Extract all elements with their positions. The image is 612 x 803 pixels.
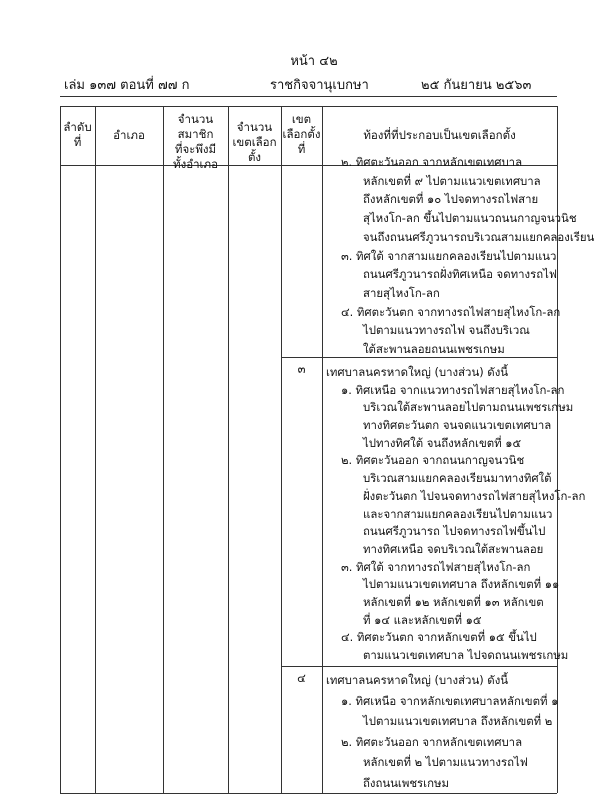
area-line: บริเวณสามแยกคลองเรียนมาทางทิศใต้ [363, 471, 552, 485]
header-members: จำนวนสมาชิก ที่จะพึงมี ทั้งอำเภอ [173, 112, 218, 171]
area-line: ถนนศรีภูวนารถฝั่งทิศเหนือ จดทางรถไฟ [363, 267, 557, 281]
area-line: ทางทิศเหนือ จดบริเวณใต้สะพานลอย [363, 542, 544, 556]
area-line: ไปตามแนวทางรถไฟ จนถึงบริเวณ [363, 323, 530, 337]
area-line: ไปทางทิศใต้ จนถึงหลักเขตที่ ๑๕ [363, 436, 522, 450]
area-line: ฝั่งตะวันตก ไปจนจดทางรถไฟสายสุไหงโก-ลก [363, 489, 586, 503]
area-line: ๔. ทิศตะวันตก จากหลักเขตที่ ๑๕ ขึ้นไป [341, 630, 537, 644]
area-line: เทศบาลนครหาดใหญ่ (บางส่วน) ดังนี้ [326, 673, 509, 687]
column-border [95, 106, 96, 793]
table-bottom-border [60, 793, 557, 794]
header-seq: ลำดับ ที่ [63, 120, 92, 149]
page-number: หน้า ๔๒ [290, 54, 338, 69]
header-zone: เขต เลือกตั้ง ที่ [282, 112, 321, 156]
area-line: ใต้สะพานลอยถนนเพชรเกษม [363, 342, 505, 356]
area-line: ถนนศรีภูวนารถ ไปจดทางรถไฟขึ้นไป [363, 524, 546, 538]
area-line: และจากสามแยกคลองเรียนไปตามแนว [363, 507, 553, 521]
area-line: ตามแนวเขตเทศบาล ไปจดถนนเพชรเกษม [363, 648, 569, 662]
area-line: ไปตามแนวเขตเทศบาล ถึงหลักเขตที่ ๒ [363, 714, 553, 728]
area-line: จนถึงถนนศรีภูวนารถบริเวณสามแยกคลองเรียน [363, 230, 595, 244]
header-rule [60, 96, 557, 97]
area-line: หลักเขตที่ ๒ ไปตามแนวทางรถไฟ [363, 755, 528, 769]
area-line: ๒. ทิศตะวันออก จากถนนกาญจนวนิช [341, 453, 525, 467]
area-line: ที่ ๑๔ และหลักเขตที่ ๑๕ [363, 613, 482, 627]
area-line: หลักเขตที่ ๑๒ หลักเขตที่ ๑๓ หลักเขต [363, 595, 544, 609]
area-line: ถึงถนนเพชรเกษม [363, 776, 449, 790]
area-line: ทางทิศตะวันตก จนจดแนวเขตเทศบาล [363, 418, 552, 432]
header-num-zones: จำนวน เขตเลือกตั้ง [232, 120, 277, 164]
area-line: ๓. ทิศใต้ จากทางรถไฟสายสุไหงโก-ลก [341, 560, 531, 574]
publication-date: ๒๕ กันยายน ๒๕๖๓ [421, 78, 532, 93]
area-line: ๒. ทิศตะวันออก จากหลักเขตเทศบาล [341, 155, 523, 169]
area-line: ๓. ทิศใต้ จากสามแยกคลองเรียนไปตามแนว [341, 249, 557, 263]
table-top-border [60, 106, 557, 107]
zone-number: ๔ [297, 671, 306, 685]
header-district: อำเภอ [113, 128, 145, 142]
column-border [228, 106, 229, 793]
column-border [281, 106, 282, 793]
column-border [322, 106, 323, 793]
header-areas: ท้องที่ที่ประกอบเป็นเขตเลือกตั้ง [363, 128, 516, 142]
area-line: ๑. ทิศเหนือ จากแนวทางรถไฟสายสุไหงโก-ลก [341, 383, 565, 397]
area-line: หลักเขตที่ ๙ ไปตามแนวเขตเทศบาล [363, 174, 541, 188]
area-line: ไปตามแนวเขตเทศบาล ถึงหลักเขตที่ ๑๑ [363, 577, 560, 591]
area-line: ๒. ทิศตะวันออก จากหลักเขตเทศบาล [341, 735, 523, 749]
area-line: ๑. ทิศเหนือ จากหลักเขตเทศบาลหลักเขตที่ ๑ [341, 694, 559, 708]
area-line: สุไหงโก-ลก ขึ้นไปตามแนวถนนกาญจนวนิช [363, 211, 577, 225]
gazette-title: ราชกิจจานุเบกษา [270, 78, 369, 93]
area-line: เทศบาลนครหาดใหญ่ (บางส่วน) ดังนี้ [326, 365, 509, 379]
area-line: สายสุไหงโก-ลก [363, 286, 440, 300]
zone-number: ๓ [297, 362, 306, 376]
volume-issue: เล่ม ๑๓๗ ตอนที่ ๗๗ ก [64, 78, 190, 93]
area-line: ๔. ทิศตะวันตก จากทางรถไฟสายสุไหงโก-ลก [341, 305, 561, 319]
column-border [557, 106, 558, 793]
column-border [60, 106, 61, 793]
area-line: ถึงหลักเขตที่ ๑๐ ไปจดทางรถไฟสาย [363, 192, 539, 206]
column-border [163, 106, 164, 793]
area-line: บริเวณใต้สะพานลอยไปตามถนนเพชรเกษม [363, 400, 574, 414]
